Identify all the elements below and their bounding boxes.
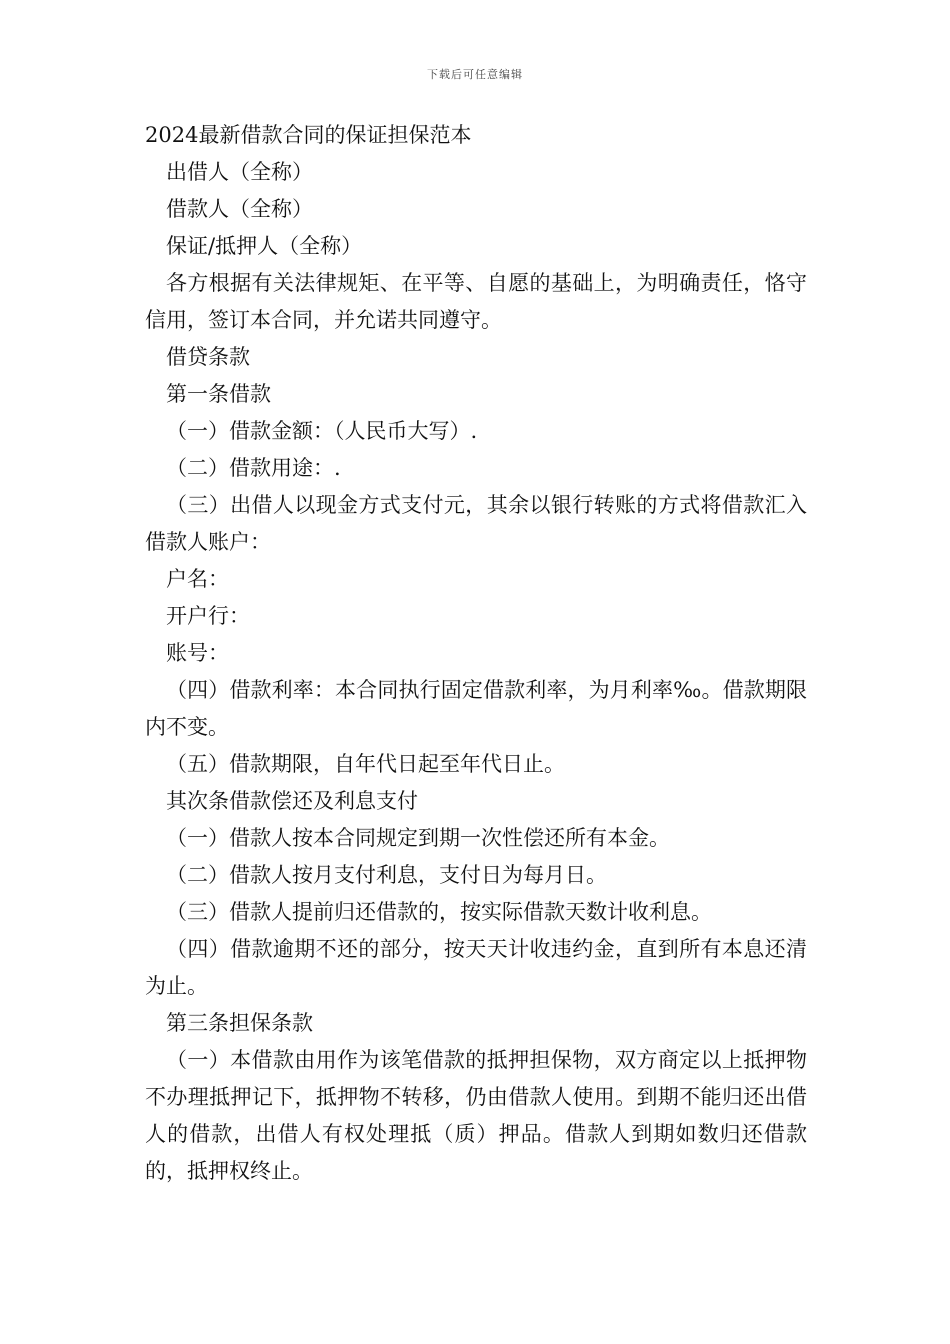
borrower-line: 借款人（全称）: [166, 197, 313, 221]
clause-overdue-penalty: （四）借款逾期不还的部分，按天天计收违约金，直到所有本息还清为止。: [145, 937, 807, 998]
clause-loan-purpose: （二）借款用途：.: [166, 456, 341, 480]
clause-interest-rate: （四）借款利率：本合同执行固定借款利率，为月利率‰。借款期限内不变。: [145, 678, 807, 739]
preamble-paragraph: 各方根据有关法律规矩、在平等、自愿的基础上，为明确责任，恪守信用，签订本合同，并允诺共同遵守。: [145, 271, 807, 332]
field-account-name: 户名：: [166, 567, 229, 591]
article-heading-1: 第一条借款: [166, 382, 271, 406]
section-heading-loan-terms: 借贷条款: [166, 345, 250, 369]
article-heading-3: 第三条担保条款: [166, 1011, 313, 1035]
guarantor-line: 保证/抵押人（全称）: [166, 234, 363, 258]
page-header-note: 下载后可任意编辑: [427, 68, 523, 81]
clause-loan-term: （五）借款期限，自年代日起至年代日止。: [166, 752, 565, 776]
article-heading-2: 其次条借款偿还及利息支付: [166, 789, 418, 813]
clause-payment-method: （三）出借人以现金方式支付元，其余以银行转账的方式将借款汇入借款人账户：: [145, 493, 807, 554]
clause-repay-principal: （一）借款人按本合同规定到期一次性偿还所有本金。: [166, 826, 670, 850]
document-body: [145, 117, 807, 1190]
field-account-number: 账号：: [166, 641, 229, 665]
document-title: 2024最新借款合同的保证担保范本: [145, 123, 472, 147]
clause-collateral: （一）本借款由用作为该笔借款的抵押担保物，双方商定以上抵押物不办理抵押记下，抵押物不转移，仍由借款人使用。到期不能归还出借人的借款，出借人有权处理抵（质）押品。借款人到期如数归还借款的，抵押权终止。: [145, 1048, 807, 1183]
clause-monthly-interest: （二）借款人按月支付利息，支付日为每月日。: [166, 863, 607, 887]
field-bank: 开户行：: [166, 604, 250, 628]
lender-line: 出借人（全称）: [166, 160, 313, 184]
clause-loan-amount: （一）借款金额：（人民币大写）.: [166, 419, 478, 443]
clause-early-repayment: （三）借款人提前归还借款的，按实际借款天数计收利息。: [166, 900, 712, 924]
